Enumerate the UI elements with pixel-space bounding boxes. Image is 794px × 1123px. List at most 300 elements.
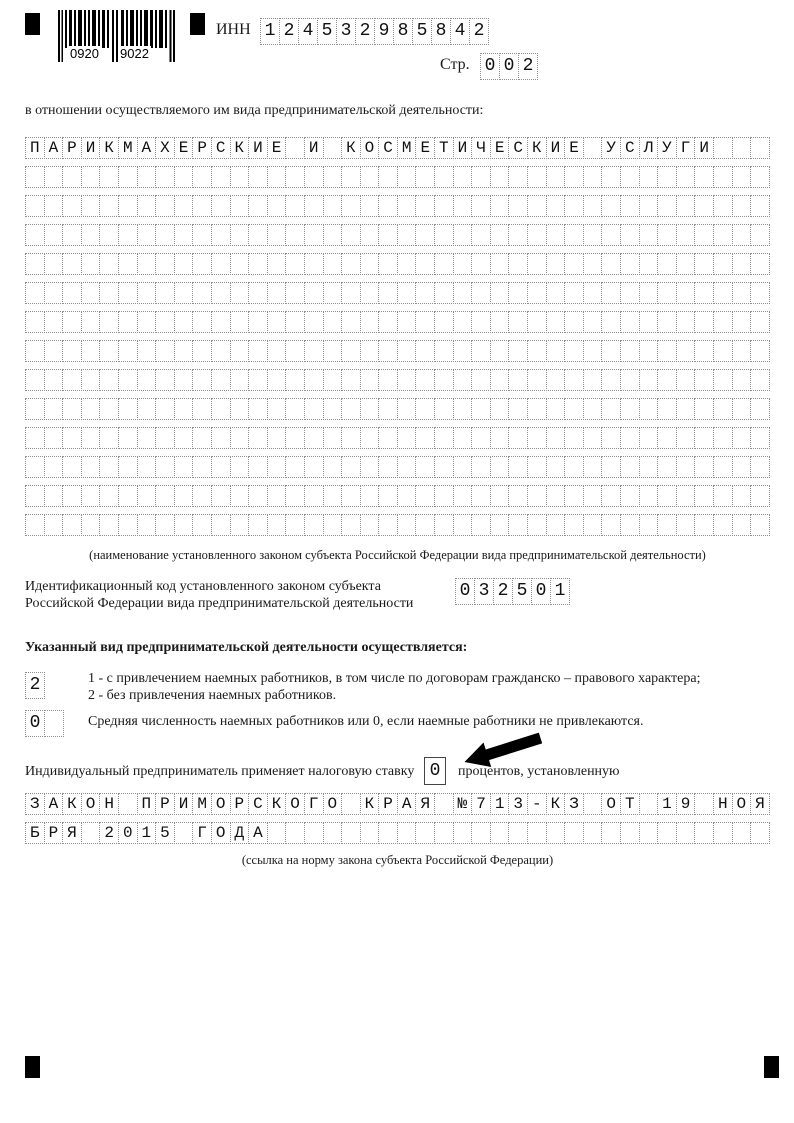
char-cell[interactable]	[44, 253, 64, 275]
char-cell[interactable]	[415, 427, 435, 449]
char-cell[interactable]	[341, 311, 361, 333]
char-cell[interactable]	[676, 311, 696, 333]
char-cell[interactable]	[601, 311, 621, 333]
char-cell[interactable]	[732, 822, 752, 844]
char-cell[interactable]	[490, 427, 510, 449]
char-cell[interactable]	[285, 398, 305, 420]
char-cell[interactable]	[192, 398, 212, 420]
char-cell[interactable]	[732, 195, 752, 217]
char-cell[interactable]	[564, 822, 584, 844]
char-cell[interactable]	[713, 311, 733, 333]
char-cell[interactable]	[601, 398, 621, 420]
char-cell[interactable]	[378, 340, 398, 362]
char-cell[interactable]	[192, 485, 212, 507]
char-cell[interactable]	[174, 224, 194, 246]
char-cell[interactable]: Р	[192, 137, 212, 159]
char-cell[interactable]	[471, 224, 491, 246]
char-cell[interactable]	[694, 427, 714, 449]
char-cell[interactable]	[601, 166, 621, 188]
char-cell[interactable]	[174, 398, 194, 420]
law-reference-grid[interactable]	[25, 793, 770, 851]
char-cell[interactable]: О	[211, 822, 231, 844]
char-cell[interactable]	[304, 166, 324, 188]
char-cell[interactable]: Р	[230, 793, 250, 815]
char-cell[interactable]	[713, 253, 733, 275]
char-cell[interactable]	[639, 253, 659, 275]
char-cell[interactable]	[25, 485, 45, 507]
char-cell[interactable]	[248, 398, 268, 420]
char-cell[interactable]	[453, 311, 473, 333]
char-cell[interactable]	[601, 340, 621, 362]
char-cell[interactable]	[211, 311, 231, 333]
char-cell[interactable]	[434, 793, 454, 815]
char-cell[interactable]: С	[378, 137, 398, 159]
char-cell[interactable]	[471, 822, 491, 844]
char-cell[interactable]	[657, 195, 677, 217]
char-cell[interactable]	[527, 514, 547, 536]
char-cell[interactable]	[583, 137, 603, 159]
activity-name-grid[interactable]	[25, 137, 770, 543]
char-cell[interactable]	[397, 253, 417, 275]
char-cell[interactable]	[118, 166, 138, 188]
char-cell[interactable]	[174, 456, 194, 478]
char-cell[interactable]	[81, 485, 101, 507]
char-cell[interactable]	[137, 456, 157, 478]
char-cell[interactable]	[118, 485, 138, 507]
char-cell[interactable]	[620, 282, 640, 304]
char-cell[interactable]	[118, 311, 138, 333]
char-cell[interactable]	[118, 224, 138, 246]
char-cell[interactable]	[341, 282, 361, 304]
char-cell[interactable]	[397, 166, 417, 188]
char-cell[interactable]	[583, 340, 603, 362]
char-cell[interactable]	[657, 253, 677, 275]
char-cell[interactable]	[620, 822, 640, 844]
char-cell[interactable]	[378, 398, 398, 420]
char-cell[interactable]	[508, 427, 528, 449]
char-cell[interactable]	[99, 282, 119, 304]
char-cell[interactable]	[230, 485, 250, 507]
char-cell[interactable]	[546, 427, 566, 449]
char-cell[interactable]	[118, 282, 138, 304]
char-cell[interactable]: Б	[25, 822, 45, 844]
char-cell[interactable]	[527, 311, 547, 333]
char-cell[interactable]	[211, 456, 231, 478]
char-cell[interactable]	[434, 427, 454, 449]
char-cell[interactable]	[360, 166, 380, 188]
char-cell[interactable]	[99, 195, 119, 217]
char-cell[interactable]	[230, 195, 250, 217]
char-cell[interactable]	[341, 340, 361, 362]
char-cell[interactable]	[676, 253, 696, 275]
char-cell[interactable]	[174, 427, 194, 449]
char-cell[interactable]	[601, 369, 621, 391]
char-cell[interactable]	[415, 456, 435, 478]
page-number-field[interactable]	[480, 53, 538, 80]
char-cell[interactable]	[118, 253, 138, 275]
char-cell[interactable]	[44, 282, 64, 304]
char-cell[interactable]	[360, 369, 380, 391]
char-cell[interactable]	[471, 166, 491, 188]
char-cell[interactable]	[230, 456, 250, 478]
char-cell[interactable]	[323, 137, 343, 159]
char-cell[interactable]	[285, 822, 305, 844]
char-cell[interactable]: 5	[512, 578, 532, 605]
char-cell[interactable]	[564, 427, 584, 449]
char-cell[interactable]	[620, 485, 640, 507]
char-cell[interactable]	[546, 456, 566, 478]
char-cell[interactable]	[99, 166, 119, 188]
char-cell[interactable]	[137, 427, 157, 449]
char-cell[interactable]	[713, 340, 733, 362]
char-cell[interactable]	[490, 282, 510, 304]
char-cell[interactable]: О	[285, 793, 305, 815]
char-cell[interactable]	[248, 224, 268, 246]
char-cell[interactable]	[248, 253, 268, 275]
char-cell[interactable]	[453, 166, 473, 188]
char-cell[interactable]	[694, 253, 714, 275]
char-cell[interactable]	[750, 369, 770, 391]
char-cell[interactable]: 5	[317, 18, 337, 45]
char-cell[interactable]: А	[137, 137, 157, 159]
char-cell[interactable]	[360, 427, 380, 449]
char-cell[interactable]	[267, 427, 287, 449]
char-cell[interactable]	[192, 340, 212, 362]
char-cell[interactable]	[434, 398, 454, 420]
char-cell[interactable]	[639, 166, 659, 188]
char-cell[interactable]	[323, 224, 343, 246]
char-cell[interactable]	[341, 398, 361, 420]
char-cell[interactable]: У	[601, 137, 621, 159]
char-cell[interactable]	[490, 822, 510, 844]
char-cell[interactable]	[118, 398, 138, 420]
char-cell[interactable]	[471, 340, 491, 362]
char-cell[interactable]	[583, 311, 603, 333]
char-cell[interactable]	[620, 456, 640, 478]
char-cell[interactable]	[415, 253, 435, 275]
char-cell[interactable]	[118, 793, 138, 815]
char-cell[interactable]	[508, 822, 528, 844]
char-cell[interactable]	[620, 311, 640, 333]
char-cell[interactable]	[267, 224, 287, 246]
char-cell[interactable]	[155, 311, 175, 333]
char-cell[interactable]	[694, 340, 714, 362]
char-cell[interactable]	[434, 456, 454, 478]
char-cell[interactable]	[44, 311, 64, 333]
char-cell[interactable]	[750, 195, 770, 217]
char-cell[interactable]	[694, 311, 714, 333]
char-cell[interactable]	[471, 195, 491, 217]
char-cell[interactable]	[453, 224, 473, 246]
char-cell[interactable]	[750, 224, 770, 246]
char-cell[interactable]: 1	[657, 793, 677, 815]
char-cell[interactable]	[564, 166, 584, 188]
char-cell[interactable]	[732, 456, 752, 478]
char-cell[interactable]	[732, 224, 752, 246]
char-cell[interactable]	[601, 195, 621, 217]
char-cell[interactable]	[323, 398, 343, 420]
char-cell[interactable]	[639, 793, 659, 815]
char-cell[interactable]	[62, 311, 82, 333]
char-cell[interactable]	[360, 195, 380, 217]
char-cell[interactable]: Е	[490, 137, 510, 159]
char-cell[interactable]	[360, 311, 380, 333]
char-cell[interactable]	[360, 485, 380, 507]
char-cell[interactable]	[694, 166, 714, 188]
char-cell[interactable]	[564, 485, 584, 507]
char-cell[interactable]	[81, 311, 101, 333]
char-cell[interactable]: Г	[676, 137, 696, 159]
char-cell[interactable]	[341, 369, 361, 391]
char-cell[interactable]	[434, 282, 454, 304]
char-cell[interactable]: К	[230, 137, 250, 159]
char-cell[interactable]	[267, 311, 287, 333]
char-cell[interactable]	[713, 822, 733, 844]
char-cell[interactable]	[750, 253, 770, 275]
char-cell[interactable]: Г	[304, 793, 324, 815]
char-cell[interactable]	[118, 340, 138, 362]
char-cell[interactable]	[490, 514, 510, 536]
char-cell[interactable]	[378, 822, 398, 844]
char-cell[interactable]: 2	[469, 18, 489, 45]
char-cell[interactable]	[750, 166, 770, 188]
char-cell[interactable]: О	[732, 793, 752, 815]
char-cell[interactable]	[360, 224, 380, 246]
char-cell[interactable]	[527, 427, 547, 449]
char-cell[interactable]	[657, 166, 677, 188]
char-cell[interactable]: 9	[676, 793, 696, 815]
char-cell[interactable]: Д	[230, 822, 250, 844]
char-cell[interactable]	[25, 311, 45, 333]
char-cell[interactable]	[248, 195, 268, 217]
char-cell[interactable]: К	[99, 137, 119, 159]
char-cell[interactable]	[694, 398, 714, 420]
char-cell[interactable]	[434, 369, 454, 391]
char-cell[interactable]	[118, 369, 138, 391]
char-cell[interactable]	[81, 282, 101, 304]
char-cell[interactable]	[44, 427, 64, 449]
char-cell[interactable]	[211, 369, 231, 391]
char-cell[interactable]	[508, 195, 528, 217]
char-cell[interactable]	[397, 282, 417, 304]
char-cell[interactable]	[750, 456, 770, 478]
char-cell[interactable]	[415, 485, 435, 507]
inn-field[interactable]	[260, 18, 489, 45]
char-cell[interactable]	[620, 427, 640, 449]
char-cell[interactable]: М	[192, 793, 212, 815]
char-cell[interactable]	[676, 224, 696, 246]
char-cell[interactable]	[341, 514, 361, 536]
char-cell[interactable]	[378, 456, 398, 478]
char-cell[interactable]	[694, 456, 714, 478]
char-cell[interactable]	[453, 485, 473, 507]
char-cell[interactable]	[323, 427, 343, 449]
char-cell[interactable]: Г	[192, 822, 212, 844]
char-cell[interactable]: С	[211, 137, 231, 159]
char-cell[interactable]	[44, 398, 64, 420]
char-cell[interactable]	[527, 485, 547, 507]
char-cell[interactable]	[453, 514, 473, 536]
char-cell[interactable]	[676, 427, 696, 449]
char-cell[interactable]	[323, 253, 343, 275]
char-cell[interactable]	[118, 427, 138, 449]
char-cell[interactable]	[323, 369, 343, 391]
char-cell[interactable]: 2	[493, 578, 513, 605]
char-cell[interactable]	[732, 137, 752, 159]
char-cell[interactable]	[137, 224, 157, 246]
char-cell[interactable]: 5	[155, 822, 175, 844]
char-cell[interactable]	[415, 398, 435, 420]
char-cell[interactable]	[676, 195, 696, 217]
char-cell[interactable]	[304, 456, 324, 478]
char-cell[interactable]	[639, 369, 659, 391]
char-cell[interactable]	[583, 166, 603, 188]
char-cell[interactable]	[415, 224, 435, 246]
char-cell[interactable]	[527, 195, 547, 217]
char-cell[interactable]: И	[546, 137, 566, 159]
char-cell[interactable]	[230, 369, 250, 391]
char-cell[interactable]	[62, 340, 82, 362]
char-cell[interactable]	[713, 137, 733, 159]
char-cell[interactable]	[304, 427, 324, 449]
char-cell[interactable]	[285, 311, 305, 333]
char-cell[interactable]	[415, 166, 435, 188]
char-cell[interactable]: О	[360, 137, 380, 159]
char-cell[interactable]	[360, 282, 380, 304]
char-cell[interactable]: -	[527, 793, 547, 815]
char-cell[interactable]	[304, 282, 324, 304]
char-cell[interactable]	[657, 514, 677, 536]
char-cell[interactable]	[304, 253, 324, 275]
char-cell[interactable]	[341, 427, 361, 449]
char-cell[interactable]	[508, 224, 528, 246]
char-cell[interactable]	[620, 514, 640, 536]
char-cell[interactable]: №	[453, 793, 473, 815]
char-cell[interactable]: Я	[750, 793, 770, 815]
char-cell[interactable]	[583, 456, 603, 478]
char-cell[interactable]: Я	[62, 822, 82, 844]
char-cell[interactable]: 2	[99, 822, 119, 844]
char-cell[interactable]	[230, 282, 250, 304]
char-cell[interactable]: Е	[174, 137, 194, 159]
char-cell[interactable]	[490, 195, 510, 217]
char-cell[interactable]	[285, 253, 305, 275]
char-cell[interactable]	[676, 514, 696, 536]
char-cell[interactable]: П	[25, 137, 45, 159]
char-cell[interactable]	[304, 224, 324, 246]
char-cell[interactable]	[490, 253, 510, 275]
char-cell[interactable]	[694, 224, 714, 246]
char-cell[interactable]	[471, 485, 491, 507]
char-cell[interactable]	[323, 166, 343, 188]
char-cell[interactable]	[713, 369, 733, 391]
char-cell[interactable]	[378, 166, 398, 188]
char-cell[interactable]	[230, 340, 250, 362]
char-cell[interactable]	[583, 195, 603, 217]
char-cell[interactable]	[657, 282, 677, 304]
char-cell[interactable]	[732, 398, 752, 420]
char-cell[interactable]	[713, 485, 733, 507]
char-cell[interactable]	[230, 224, 250, 246]
char-cell[interactable]	[397, 195, 417, 217]
char-cell[interactable]: Л	[639, 137, 659, 159]
char-cell[interactable]	[230, 514, 250, 536]
char-cell[interactable]	[676, 822, 696, 844]
char-cell[interactable]: Х	[155, 137, 175, 159]
char-cell[interactable]	[211, 340, 231, 362]
char-cell[interactable]	[285, 427, 305, 449]
char-cell[interactable]	[285, 166, 305, 188]
char-cell[interactable]	[471, 311, 491, 333]
char-cell[interactable]	[713, 427, 733, 449]
char-cell[interactable]: К	[546, 793, 566, 815]
char-cell[interactable]	[267, 369, 287, 391]
char-cell[interactable]	[471, 514, 491, 536]
char-cell[interactable]	[155, 224, 175, 246]
char-cell[interactable]	[546, 822, 566, 844]
char-cell[interactable]	[546, 224, 566, 246]
char-cell[interactable]	[639, 195, 659, 217]
char-cell[interactable]	[583, 427, 603, 449]
char-cell[interactable]	[155, 369, 175, 391]
char-cell[interactable]: 2	[25, 672, 45, 699]
char-cell[interactable]	[527, 282, 547, 304]
char-cell[interactable]	[508, 253, 528, 275]
char-cell[interactable]	[248, 485, 268, 507]
char-cell[interactable]	[546, 485, 566, 507]
char-cell[interactable]	[44, 340, 64, 362]
char-cell[interactable]	[341, 456, 361, 478]
char-cell[interactable]	[713, 514, 733, 536]
char-cell[interactable]	[657, 456, 677, 478]
char-cell[interactable]	[508, 398, 528, 420]
char-cell[interactable]	[192, 369, 212, 391]
char-cell[interactable]	[601, 282, 621, 304]
char-cell[interactable]	[583, 282, 603, 304]
char-cell[interactable]: З	[25, 793, 45, 815]
char-cell[interactable]	[397, 311, 417, 333]
char-cell[interactable]	[676, 340, 696, 362]
char-cell[interactable]: 8	[431, 18, 451, 45]
char-cell[interactable]	[639, 340, 659, 362]
char-cell[interactable]	[304, 340, 324, 362]
char-cell[interactable]	[546, 340, 566, 362]
char-cell[interactable]	[267, 195, 287, 217]
char-cell[interactable]	[25, 195, 45, 217]
char-cell[interactable]	[378, 253, 398, 275]
char-cell[interactable]: К	[527, 137, 547, 159]
char-cell[interactable]	[657, 340, 677, 362]
char-cell[interactable]	[378, 224, 398, 246]
char-cell[interactable]	[750, 282, 770, 304]
char-cell[interactable]: 5	[412, 18, 432, 45]
char-cell[interactable]	[81, 456, 101, 478]
char-cell[interactable]: С	[508, 137, 528, 159]
char-cell[interactable]: А	[397, 793, 417, 815]
char-cell[interactable]	[397, 398, 417, 420]
char-cell[interactable]	[25, 340, 45, 362]
char-cell[interactable]	[323, 822, 343, 844]
char-cell[interactable]	[99, 514, 119, 536]
char-cell[interactable]	[750, 514, 770, 536]
char-cell[interactable]	[81, 166, 101, 188]
char-cell[interactable]	[174, 485, 194, 507]
char-cell[interactable]	[434, 253, 454, 275]
char-cell[interactable]	[285, 514, 305, 536]
char-cell[interactable]: И	[174, 793, 194, 815]
char-cell[interactable]	[44, 369, 64, 391]
char-cell[interactable]	[564, 456, 584, 478]
